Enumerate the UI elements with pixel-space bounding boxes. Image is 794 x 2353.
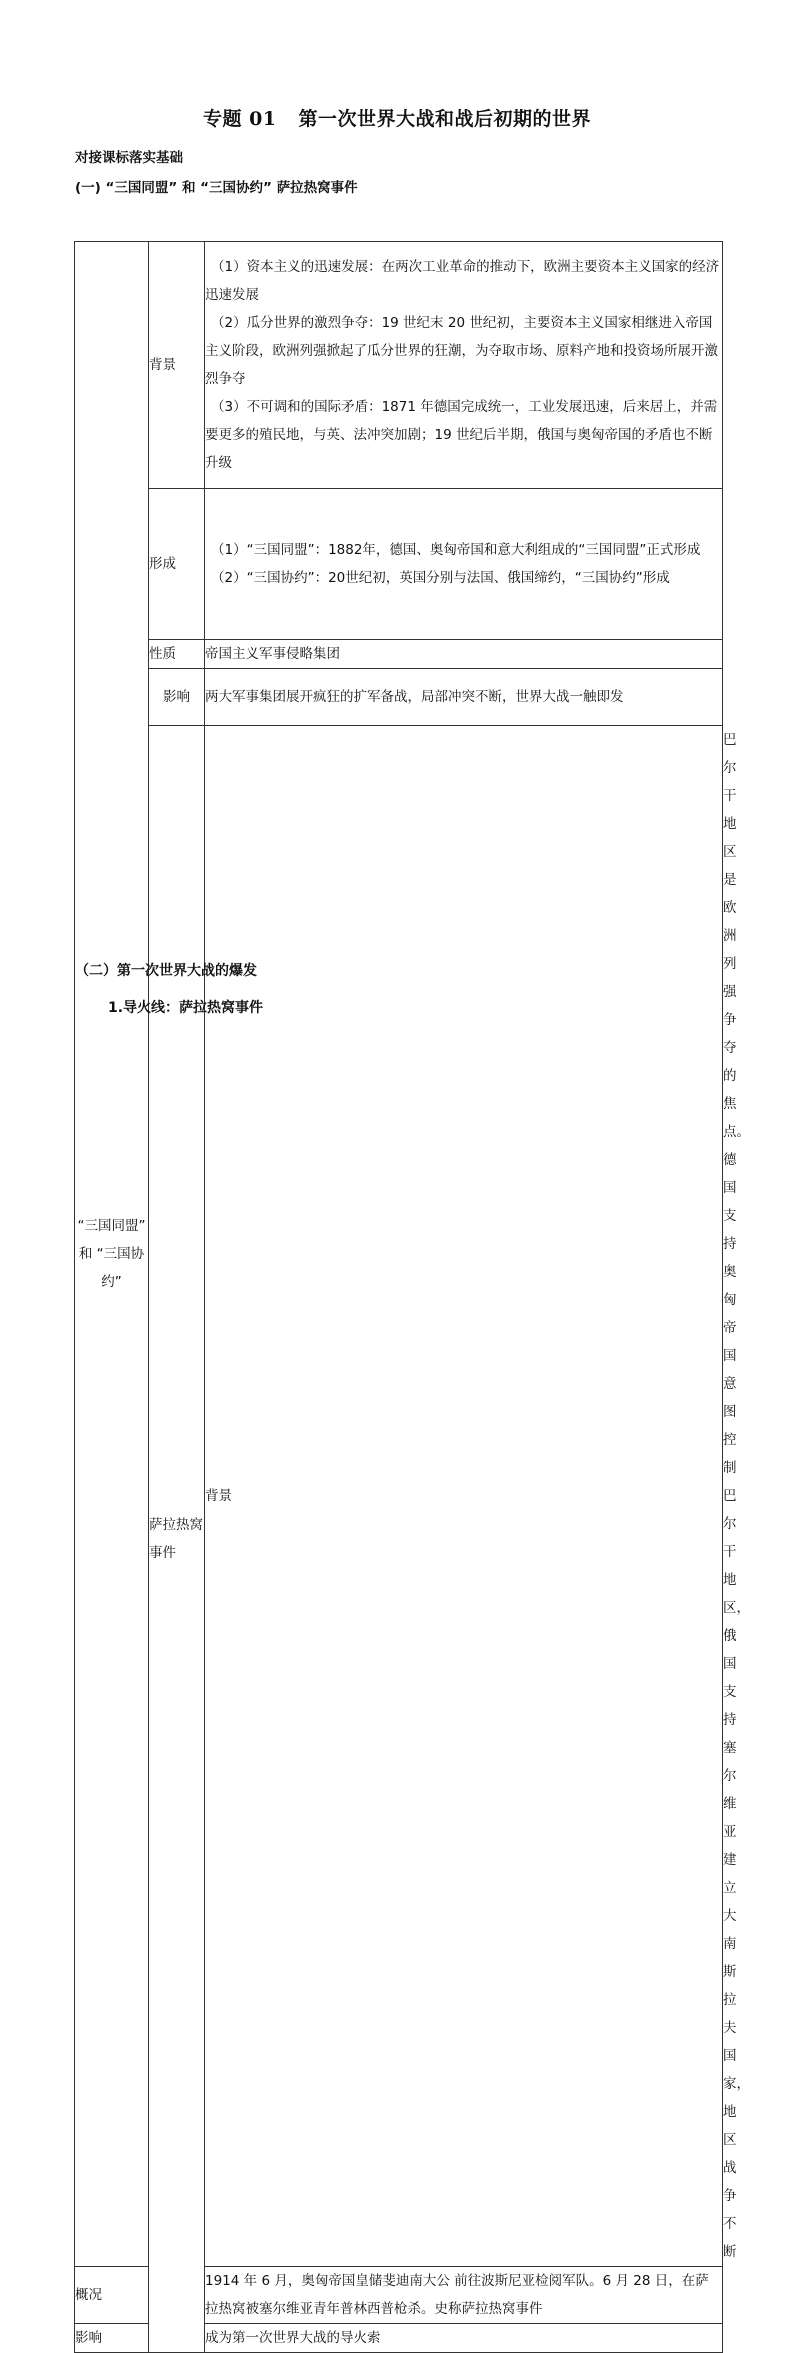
row-label: 概况 xyxy=(75,2267,149,2324)
row-label: 影响 xyxy=(149,669,205,726)
heading-basics: 对接课标落实基础 xyxy=(75,150,183,166)
content-line: （2）瓜分世界的激烈争夺：19 世纪末 20 世纪初，主要资本主义国家相继进入帝国主义阶段，欧洲列强掀起了瓜分世界的狂潮，为夺取市场、原料产地和投资场所展开激烈争夺 xyxy=(205,315,718,387)
content-line: 帝国主义军事侵略集团 xyxy=(205,646,340,662)
content-line: 成为第一次世界大战的导火索 xyxy=(205,2330,381,2346)
title-text: 第一次世界大战和战后初期的世界 xyxy=(298,108,592,130)
category-alliances: “三国同盟” 和 “三国协约” xyxy=(75,242,149,2267)
content-line: 1914 年 6 月，奥匈帝国皇储斐迪南大公 前往波斯尼亚检阅军队。6 月 28 日，在萨拉热窝被塞尔维亚青年普林西普枪杀。史称萨拉热窝事件 xyxy=(205,2273,709,2317)
heading-section-2-item: 1.导火线：萨拉热窝事件 xyxy=(108,1000,264,1016)
content-line: （2）“三国协约”：20世纪初，英国分别与法国、俄国缔约，“三国协约”形成 xyxy=(211,570,670,586)
summary-table xyxy=(74,241,750,2353)
row-content xyxy=(205,2267,723,2324)
content-line: （3）不可调和的国际矛盾：1871 年德国完成统一，工业发展迅速，后来居上，并需要更多的殖民地，与英、法冲突加剧；19 世纪后半期，俄国与奥匈帝国的矛盾也不断升级 xyxy=(205,399,718,471)
row-label: 背景 xyxy=(149,242,205,489)
category-sarajevo: 萨拉热窝事件 xyxy=(149,726,205,2353)
title-number: 专题 01 xyxy=(202,108,277,130)
table-row: 萨拉热窝事件 背景 巴尔干地区是欧洲列强争夺的焦点。德国支持奥匈帝国意图控制巴尔干地区，俄国支持塞尔维亚建立大南斯拉夫国家，地区战争不断 xyxy=(75,726,723,2267)
content-line: 两大军事集团展开疯狂的扩军备战，局部冲突不断，世界大战一触即发 xyxy=(205,689,624,705)
table-row xyxy=(75,489,723,640)
row-content xyxy=(205,669,723,726)
row-label: 形成 xyxy=(149,489,205,640)
row-label: 影响 xyxy=(75,2324,149,2353)
row-content xyxy=(205,640,723,669)
row-content xyxy=(205,242,723,489)
row-label: 性质 xyxy=(149,640,205,669)
content-line: （1）“三国同盟”：1882年，德国、奥匈帝国和意大利组成的“三国同盟”正式形成 xyxy=(211,542,701,558)
content-line: （1）资本主义的迅速发展：在两次工业革命的推动下，欧洲主要资本主义国家的经济迅速发展 xyxy=(205,259,720,303)
heading-section-1: (一) “三国同盟” 和 “三国协约” 萨拉热窝事件 xyxy=(75,180,358,196)
table-row xyxy=(75,669,723,726)
heading-section-2: （二）第一次世界大战的爆发 xyxy=(75,963,257,979)
row-content xyxy=(205,2324,723,2353)
table-row xyxy=(75,640,723,669)
page-title xyxy=(0,104,794,131)
row-content xyxy=(205,489,723,640)
table-row xyxy=(75,242,723,489)
row-label: 背景 xyxy=(205,726,723,2267)
